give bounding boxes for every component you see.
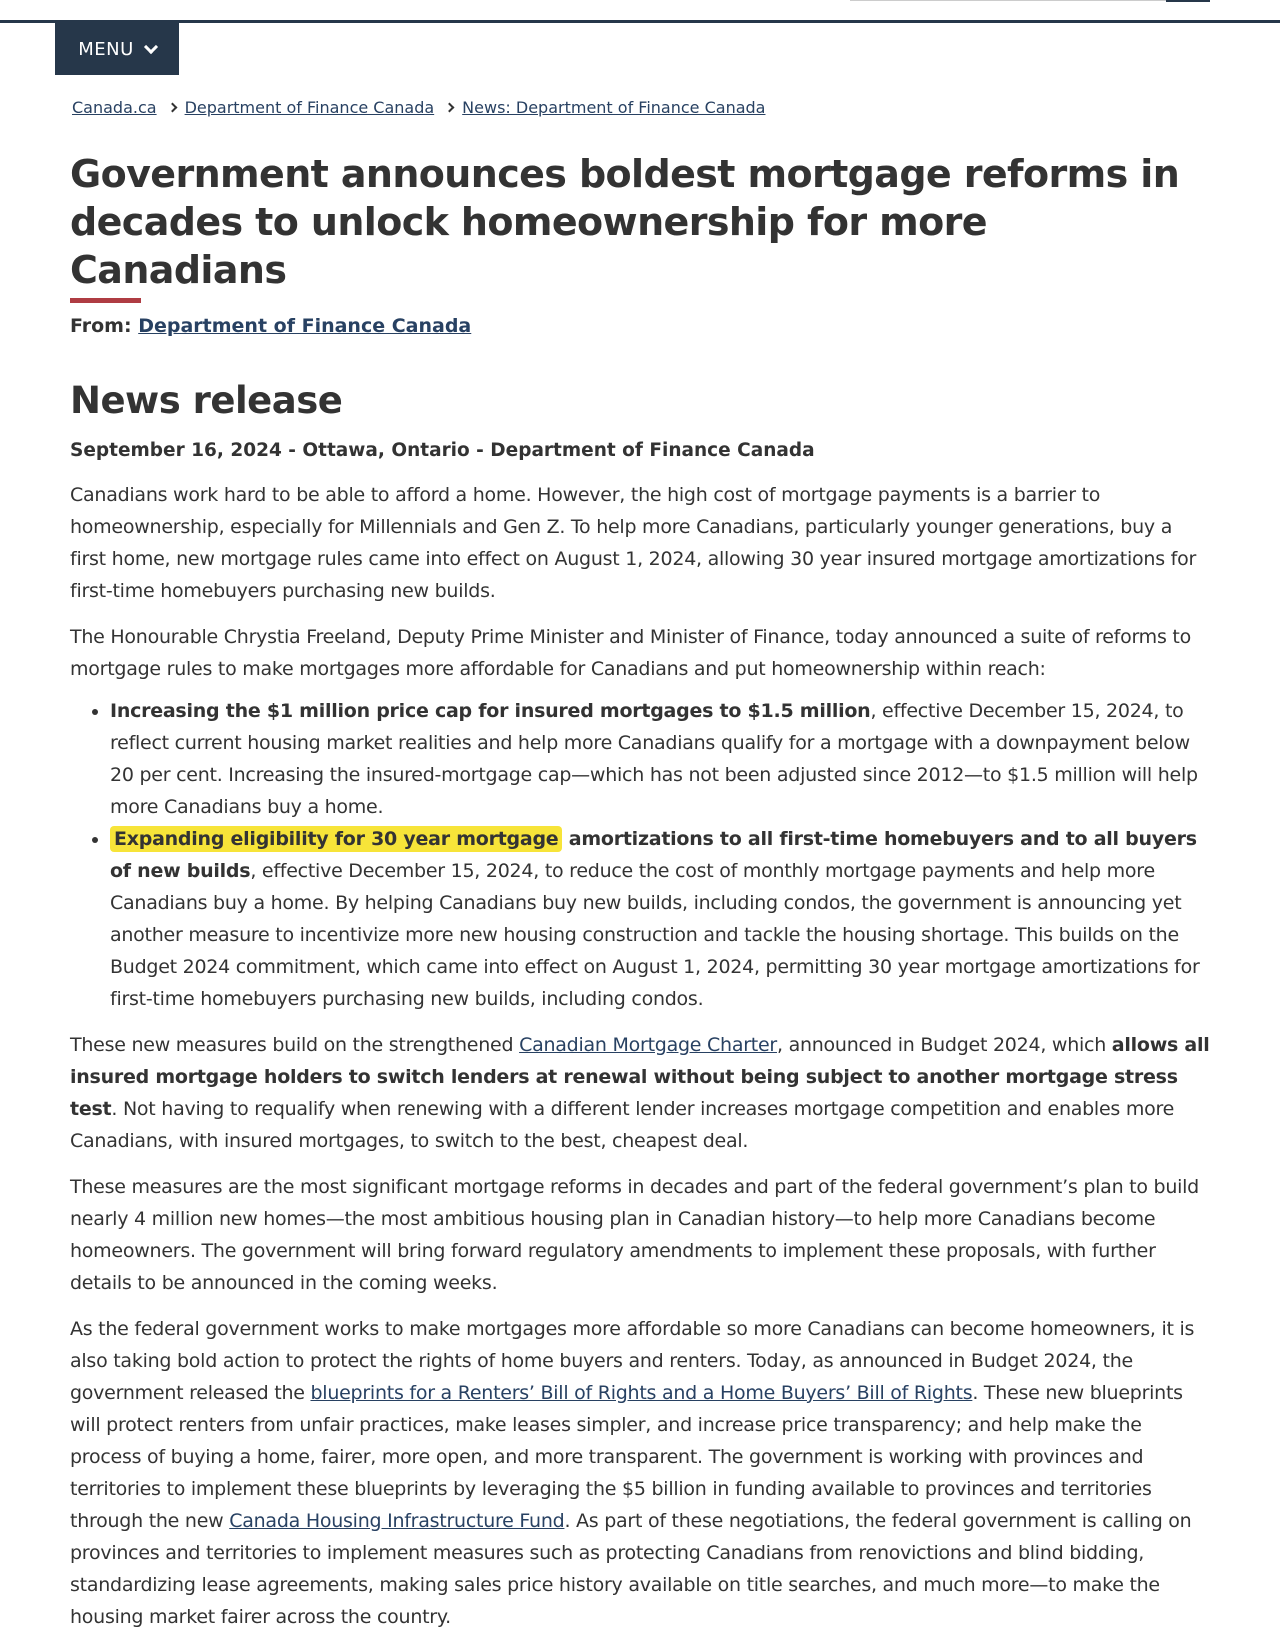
housing-infrastructure-fund-link[interactable]: Canada Housing Infrastructure Fund: [229, 1510, 565, 1532]
breadcrumb-link-news[interactable]: News: Department of Finance Canada: [462, 98, 766, 117]
chevron-right-icon: [445, 103, 455, 113]
paragraph-text: As the federal government works to make mortgages more affordable so more Canadians can become homeowners, it is also taking bold action to protect the rights of home buyers and renters. Today, as announced in Budget 2024, the government released the: [70, 1318, 1195, 1404]
section-heading: News release: [70, 379, 343, 422]
page-title: Government announces boldest mortgage reforms in decades to unlock homeownership for more Canadians: [70, 152, 1180, 292]
dateline: September 16, 2024 - Ottawa, Ontario - Department of Finance Canada: [70, 440, 815, 461]
mortgage-charter-link[interactable]: Canadian Mortgage Charter: [519, 1034, 777, 1056]
bullet2-bold: amortizations to all first-time homebuyers and to all buyers of new builds: [110, 828, 1197, 882]
breadcrumb: [72, 98, 765, 117]
breadcrumb-link-canada[interactable]: Canada.ca: [72, 98, 157, 117]
paragraph-announcement: The Honourable Chrystia Freeland, Deputy Prime Minister and Minister of Finance, today announced a suite of reforms to mortgage rules to make mortgages more affordable for Canadians and put homeownership within reach:: [70, 626, 1191, 680]
paragraph-text: These new measures build on the strengthened: [70, 1034, 520, 1056]
search-input[interactable]: [850, 0, 1168, 1]
list-item: [110, 823, 1210, 1015]
bullet2-text: , effective December 15, 2024, to reduce the cost of monthly mortgage payments and help more Canadians buy a home. By helping Canadians buy new builds, including condos, the government is announcing yet another measure to incentivize more new housing construction and tackle the housing shortage. This builds on the Budget 2024 commitment, which came into effect on August 1, 2024, permitting 30 year mortgage amortizations for first-time homebuyers purchasing new builds, including condos.: [110, 860, 1200, 1010]
menu-label: MENU: [78, 38, 134, 60]
paragraph-reforms: These measures are the most significant mortgage reforms in decades and part of the federal government’s plan to build nearly 4 million new homes—the most ambitious housing plan in Canadian history—to help more Canadians become homeowners. The government will bring forward regulatory amendments to implement these proposals, with further details to be announced in the coming weeks.: [70, 1176, 1199, 1294]
paragraph-text: . As part of these negotiations, the federal government is calling on provinces and territories to implement measures such as protecting Canadians from renovictions and blind bidding, standardizing lease agreements, making sales price history available on title searches, and much more—to make the housing market fairer across the country.: [70, 1510, 1192, 1628]
search-button[interactable]: [1166, 0, 1210, 2]
paragraph-bill-of-rights: [70, 1313, 1210, 1633]
list-item: [110, 695, 1210, 823]
header-divider: [0, 20, 1280, 23]
reforms-list: [70, 695, 1210, 1015]
breadcrumb-link-finance[interactable]: Department of Finance Canada: [184, 98, 435, 117]
paragraph-text: . These new blueprints will protect renters from unfair practices, make leases simpler, and increase price transparency; and help make the process of buying a home, fairer, more open, and more transparent. The government is working with provinces and territories to implement these blueprints by leveraging the $5 billion in funding available to provinces and territories through the new: [70, 1382, 1183, 1532]
from-label: From:: [70, 315, 132, 337]
paragraph-text: . Not having to requalify when renewing with a different lender increases mortgage competition and enables more Canadians, with insured mortgages, to switch to the best, cheapest deal.: [70, 1098, 1175, 1152]
bullet1-text: , effective December 15, 2024, to reflect current housing market realities and help more Canadians qualify for a mortgage with a downpayment below 20 per cent. Increasing the insured-mortgage cap—which has not been adjusted since 2012—to $1.5 million will help more Canadians buy a home.: [110, 700, 1198, 818]
chevron-down-icon: [144, 39, 158, 53]
chevron-right-icon: [167, 103, 177, 113]
paragraph-intro: Canadians work hard to be able to afford a home. However, the high cost of mortgage payments is a barrier to homeownership, especially for Millennials and Gen Z. To help more Canadians, particularly younger generations, buy a first home, new mortgage rules came into effect on August 1, 2024, allowing 30 year insured mortgage amortizations for first-time homebuyers purchasing new builds.: [70, 484, 1197, 602]
from-line: [70, 315, 1210, 337]
title-underline: [70, 298, 141, 303]
highlighted-text: Expanding eligibility for 30 year mortgage: [110, 826, 562, 852]
bill-of-rights-link[interactable]: blueprints for a Renters’ Bill of Rights and a Home Buyers’ Bill of Rights: [310, 1382, 973, 1404]
from-department-link[interactable]: Department of Finance Canada: [138, 315, 472, 337]
main-content: [70, 150, 1210, 1633]
paragraph-charter: [70, 1029, 1210, 1157]
menu-button[interactable]: [55, 23, 179, 75]
paragraph-text: , announced in Budget 2024, which: [776, 1034, 1112, 1056]
bullet1-bold: Increasing the $1 million price cap for insured mortgages to $1.5 million: [110, 700, 871, 722]
paragraph-bold-text: allows all insured mortgage holders to switch lenders at renewal without being subject to another mortgage stress test: [70, 1034, 1210, 1120]
